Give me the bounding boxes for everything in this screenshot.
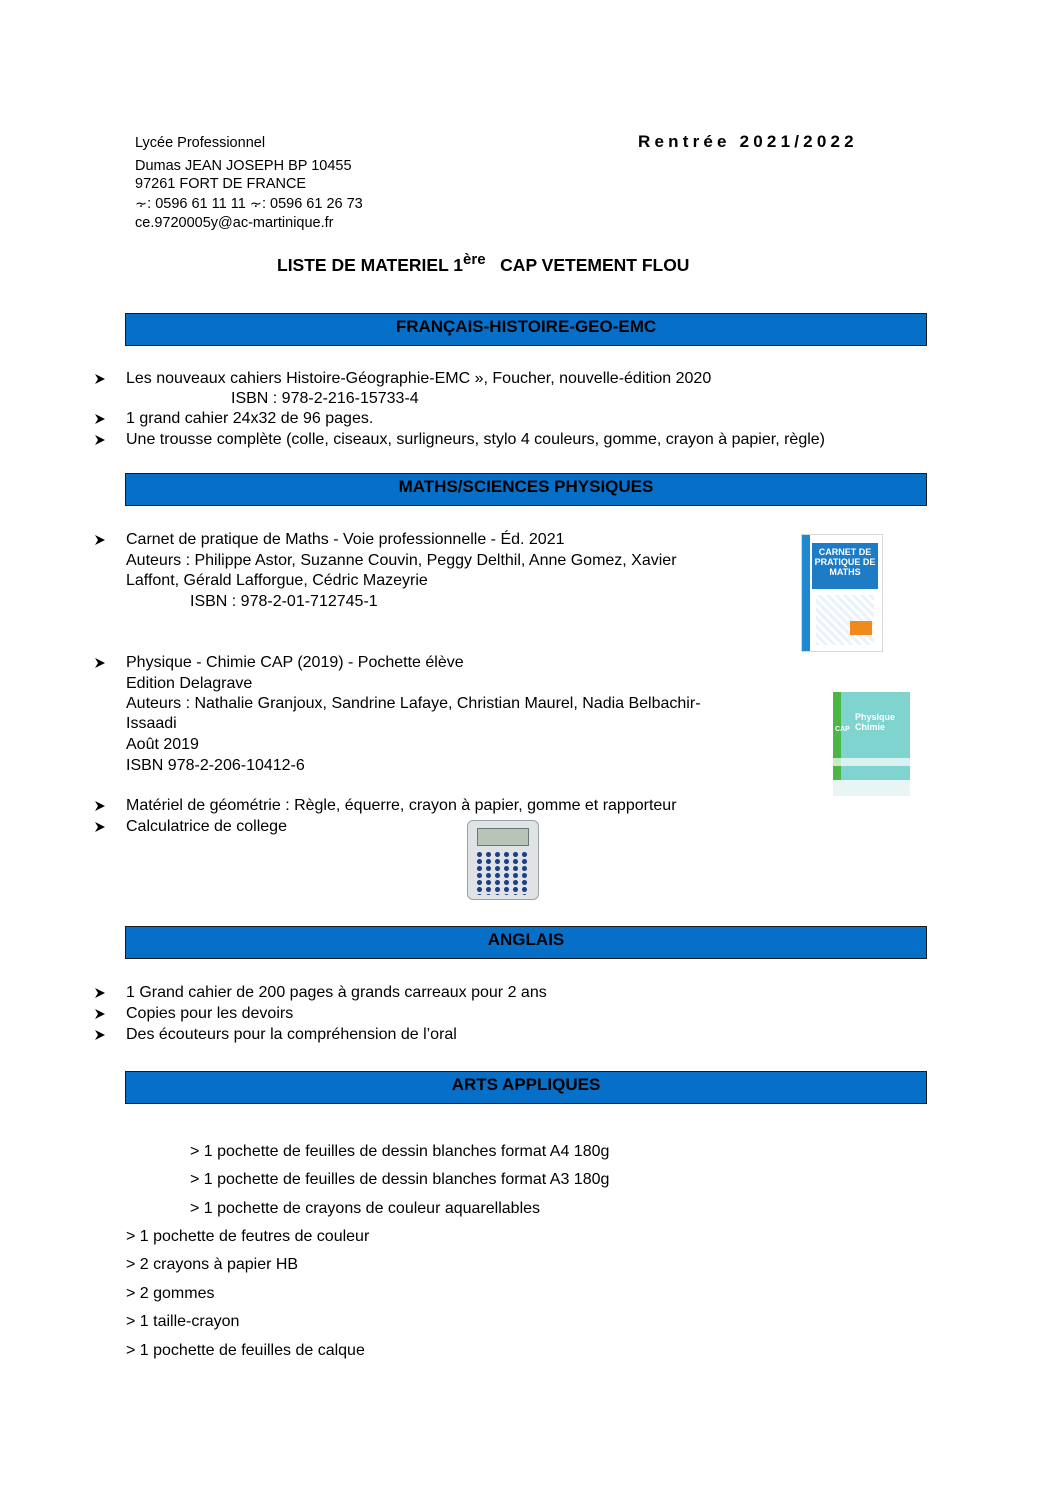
list-item-date: Août 2019 (126, 736, 199, 753)
list-item-publisher: Edition Delagrave (126, 675, 253, 692)
list-item-isbn: ISBN : 978-2-01-712745-1 (190, 593, 378, 610)
list-item: Carnet de pratique de Maths - Voie professionnelle - Éd. 2021 (126, 531, 565, 548)
list-item: Calculatrice de college (126, 818, 287, 835)
list-item: 1 grand cahier 24x32 de 96 pages. (126, 410, 374, 427)
page-title (277, 251, 690, 276)
school-year: Rentrée 2021/2022 (638, 132, 858, 151)
title-sup: ère (463, 251, 486, 268)
list-item: Copies pour les devoirs (126, 1005, 294, 1022)
arrow-bullet-icon (94, 796, 106, 812)
section-heading-maths: MATHS/SCIENCES PHYSIQUES (125, 473, 927, 506)
arrow-bullet-icon (94, 817, 106, 833)
cover-title: CARNET DE PRATIQUE DE MATHS (812, 543, 878, 589)
cover-cap-label: CAP (835, 726, 850, 733)
list-item: > 1 pochette de feuilles de calque (126, 1342, 365, 1359)
calculator-image (467, 820, 539, 900)
section-heading-arts: ARTS APPLIQUES (125, 1071, 927, 1104)
list-item-isbn: ISBN : 978-2-216-15733-4 (231, 390, 419, 407)
list-item: > 1 pochette de feuilles de dessin blanches format A4 180g (190, 1143, 610, 1160)
arrow-bullet-icon (94, 653, 106, 669)
cover-title: Physique Chimie (855, 712, 896, 732)
list-item: > 1 pochette de feutres de couleur (126, 1228, 370, 1245)
list-item: Les nouveaux cahiers Histoire-Géographie-EMC », Foucher, nouvelle-édition 2020 (126, 370, 712, 387)
list-item-authors: Auteurs : Nathalie Granjoux, Sandrine Lafaye, Christian Maurel, Nadia Belbachir- (126, 695, 701, 712)
section-heading-francais: FRANÇAIS-HISTOIRE-GEO-EMC (125, 313, 927, 346)
list-item-authors: Laffont, Gérald Lafforgue, Cédric Mazeyrie (126, 572, 428, 589)
list-item: > 1 pochette de feuilles de dessin blanches format A3 180g (190, 1171, 610, 1188)
list-item: Physique - Chimie CAP (2019) - Pochette élève (126, 654, 464, 671)
arrow-bullet-icon (94, 530, 106, 546)
school-address-line: Dumas JEAN JOSEPH BP 10455 (135, 158, 352, 174)
school-name: Lycée Professionnel (135, 135, 266, 151)
physique-book-cover-image (833, 692, 910, 796)
list-item-isbn: ISBN 978-2-206-10412-6 (126, 757, 305, 774)
section-heading-anglais: ANGLAIS (125, 926, 927, 959)
list-item: > 2 crayons à papier HB (126, 1256, 299, 1273)
list-item: Matériel de géométrie : Règle, équerre, crayon à papier, gomme et rapporteur (126, 797, 677, 814)
list-item: > 2 gommes (126, 1285, 215, 1302)
list-item: Une trousse complète (colle, ciseaux, surligneurs, stylo 4 couleurs, gomme, crayon à papier, règle) (126, 431, 825, 448)
arrow-bullet-icon (94, 369, 106, 385)
maths-book-cover-image (801, 534, 883, 652)
school-city: 97261 FORT DE FRANCE (135, 176, 307, 192)
arrow-bullet-icon (94, 983, 106, 999)
title-rest: CAP VETEMENT FLOU (500, 255, 690, 275)
arrow-bullet-icon (94, 409, 106, 425)
list-item: > 1 taille-crayon (126, 1313, 240, 1330)
list-item: > 1 pochette de crayons de couleur aquarellables (190, 1200, 541, 1217)
list-item: 1 Grand cahier de 200 pages à grands carreaux pour 2 ans (126, 984, 547, 1001)
list-item-authors: Issaadi (126, 715, 177, 732)
school-phone: ⸟: 0596 61 11 11 ⸟: 0596 61 26 73 (135, 196, 363, 212)
arrow-bullet-icon (94, 430, 106, 446)
title-main: LISTE DE MATERIEL 1 (277, 255, 464, 275)
school-email: ce.9720005y@ac-martinique.fr (135, 215, 334, 231)
list-item-authors: Auteurs : Philippe Astor, Suzanne Couvin, Peggy Delthil, Anne Gomez, Xavier (126, 552, 677, 569)
arrow-bullet-icon (94, 1004, 106, 1020)
arrow-bullet-icon (94, 1025, 106, 1041)
list-item: Des écouteurs pour la compréhension de l’oral (126, 1026, 457, 1043)
